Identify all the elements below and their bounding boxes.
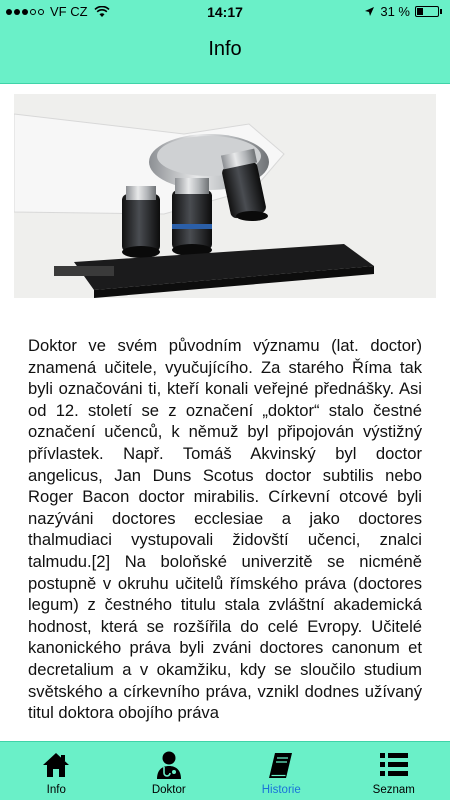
tab-bar: [0, 741, 450, 800]
tab-historie[interactable]: [225, 742, 338, 800]
location-arrow-icon: [364, 6, 375, 17]
tab-seznam[interactable]: [338, 742, 450, 800]
status-right: [364, 4, 442, 19]
book-icon: [266, 750, 296, 780]
home-icon: [41, 750, 71, 780]
tab-label: Historie: [261, 784, 301, 796]
battery-percent: 31 %: [380, 4, 410, 19]
tab-label: Seznam: [372, 784, 415, 796]
article-text: Doktor ve svém původním významu (lat. doctor) znamená učitele, vyučujícího. Za starého Říma tak byli označováni ti, kteří konali veřejné přednášky. Asi od 12. století se z označení „doktor“ stalo čestné označení učenců, k němuž byl připojován výstižný přívlastek. Např. Tomáš Akvinský byl doctor angelicus, Jan Duns Scotus doctor subtilis nebo Roger Bacon doctor mirabilis. Církevní otcové byli nazýváni doctores ecclesiae a jako doctores thalmudiaci vystupovali židovští učenci, znalci talmudu.[2] Na boloňské univerzitě se nicméně postupně v okruhu učitelů římského práva (doctores legum) z čestného titulu stala zvláštní akademická hodnost, která se rozšířila do celé Evropy. Učitelé kanonického práva byli zváni doctores canonum et decretalium a v okamžiku, kdy se sloučilo studium světského a církevního práva, vznikl dodnes užívaný titul doktora obojího práva: [28, 336, 422, 723]
microscope-image: [14, 94, 436, 298]
status-time: 14:17: [207, 4, 243, 20]
top-bar: [0, 0, 450, 84]
battery-icon: [415, 6, 439, 17]
page-title: Info: [208, 38, 242, 60]
carrier-name: VF CZ: [50, 4, 88, 19]
tab-doktor[interactable]: [113, 742, 226, 800]
tab-label: Info: [46, 784, 66, 796]
tab-label: Doktor: [151, 784, 186, 796]
status-bar: [0, 0, 450, 24]
tab-info[interactable]: [0, 742, 113, 800]
doctor-icon: [154, 750, 184, 780]
list-icon: [379, 750, 409, 780]
